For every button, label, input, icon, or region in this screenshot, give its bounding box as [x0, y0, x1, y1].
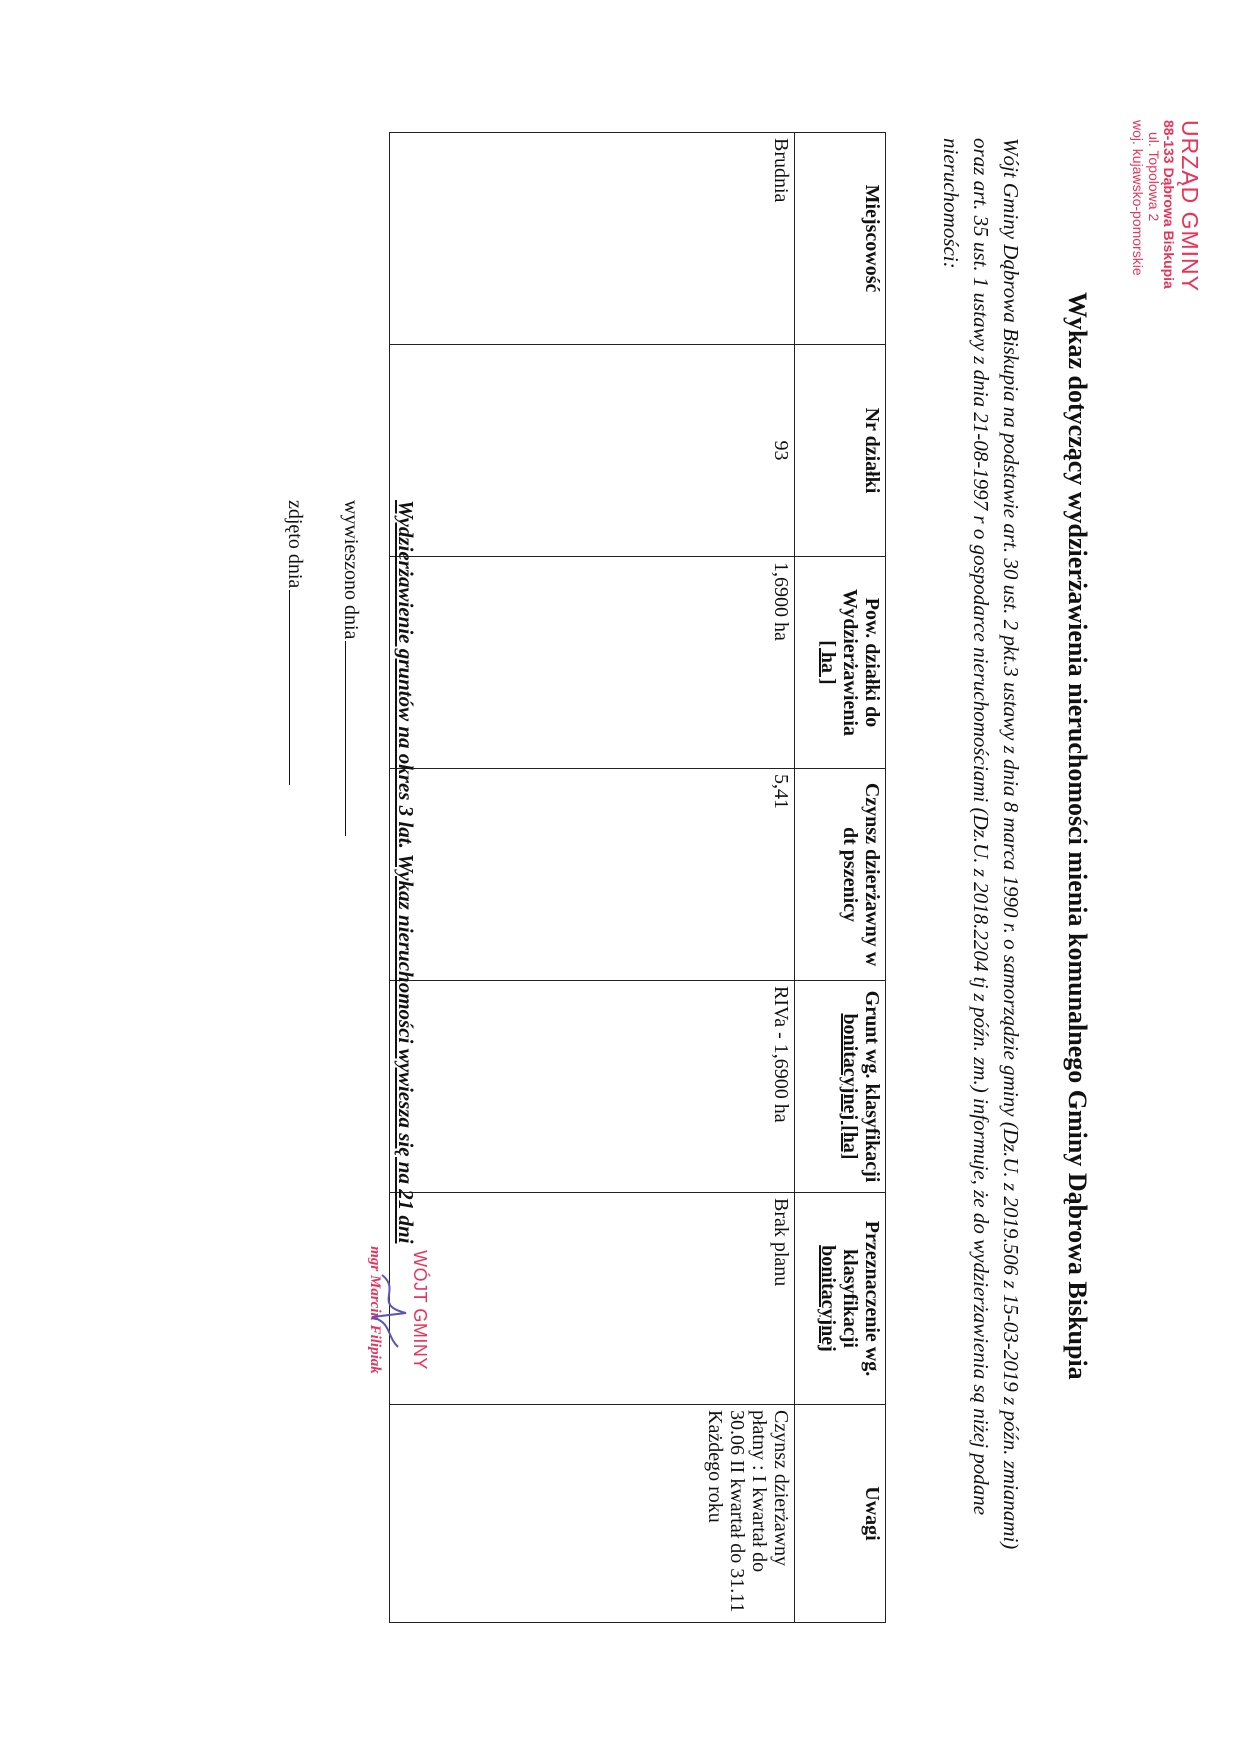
office-stamp: [1129, 120, 1202, 292]
cell-purpose: Brak planu: [390, 1193, 795, 1405]
removed-date-row: [283, 500, 308, 785]
header-plot-number: Nr działki: [795, 345, 886, 557]
signature-scribble-icon: [368, 1265, 412, 1355]
posted-date-blank: [345, 641, 364, 836]
table-header-row: [795, 133, 886, 1623]
header-plot-area-label: Pow. działki do Wydzierżawienia: [839, 588, 883, 736]
cell-plot-area: 1,6900 ha: [390, 557, 795, 769]
header-purpose-label: Przeznaczenie wg. klasyfikacji: [839, 1220, 883, 1377]
lease-note: Wydzierżawienie gruntów na okres 3 lat. Wykaz nieruchomości wywiesza się na 21 dni: [394, 500, 418, 1244]
header-locality: Miejscowość: [795, 133, 886, 345]
stamp-office-name: URZĄD GMINY: [1177, 120, 1203, 292]
header-land-class-label: Grunt wg. klasyfikacji: [861, 990, 883, 1183]
header-land-class: [795, 981, 886, 1193]
header-rent: Czynsz dzierżawny w dt pszenicy: [795, 769, 886, 981]
header-plot-area: [795, 557, 886, 769]
intro-paragraph: Wójt Gminy Dąbrowa Biskupia na podstawie art. 30 ust. 2 pkt.3 ustawy z dnia 8 marca 1990 r. o samorządzie gminy (Dz.U. z 2019.506 z 15-03-2019 z późn. zmianami) oraz art. 35 ust. 1 ustawy z dnia 21-08-1997 r o gospodarce nieruchomościami (Dz.U. z 2018.2204 tj z późn. zm.) informuje, że do wydzierżawienia są niżej podane nieruchomości:: [939, 138, 1023, 1550]
header-plot-area-unit: [ ha ]: [817, 640, 839, 685]
posted-date-label: wywieszono dnia: [340, 500, 362, 640]
stamp-address-line2: ul. Topolowa 2: [1145, 132, 1162, 222]
cell-plot-number: 93: [390, 345, 795, 557]
table-row: [390, 133, 795, 1623]
header-purpose: [795, 1193, 886, 1405]
posted-date-row: [339, 500, 364, 836]
stamp-address-line1: 88-133 Dąbrowa Biskupia: [1161, 120, 1178, 289]
signature-name: mgr Marcin Filipiak: [367, 1246, 383, 1374]
stamp-address-line3: woj. kujawsko-pomorskie: [1129, 120, 1146, 276]
header-land-class-unit: bonitacyjnej [ha]: [839, 1013, 861, 1160]
removed-date-blank: [289, 590, 308, 785]
removed-date-label: zdjęto dnia: [284, 500, 306, 589]
cell-locality: Brudnia: [390, 133, 795, 345]
cell-rent: 5,41: [390, 769, 795, 981]
cell-remarks: Czynsz dzierżawny płatny : I kwartał do 30.06 II kwartał do 31.11 Każdego roku: [390, 1405, 795, 1623]
signature-role: WÓJT GMINY: [410, 1250, 430, 1370]
property-table: [389, 132, 886, 1623]
cell-land-class: RIVa - 1,6900 ha: [390, 981, 795, 1193]
document-title: Wykaz dotyczący wydzierżawienia nieruchomości mienia komunalnego Gminy Dąbrowa Biskupia: [1063, 292, 1092, 1380]
header-remarks: Uwagi: [795, 1405, 886, 1623]
mayor-signature-stamp: [366, 1205, 430, 1415]
header-purpose-suffix: bonitacyjnej: [817, 1245, 839, 1352]
